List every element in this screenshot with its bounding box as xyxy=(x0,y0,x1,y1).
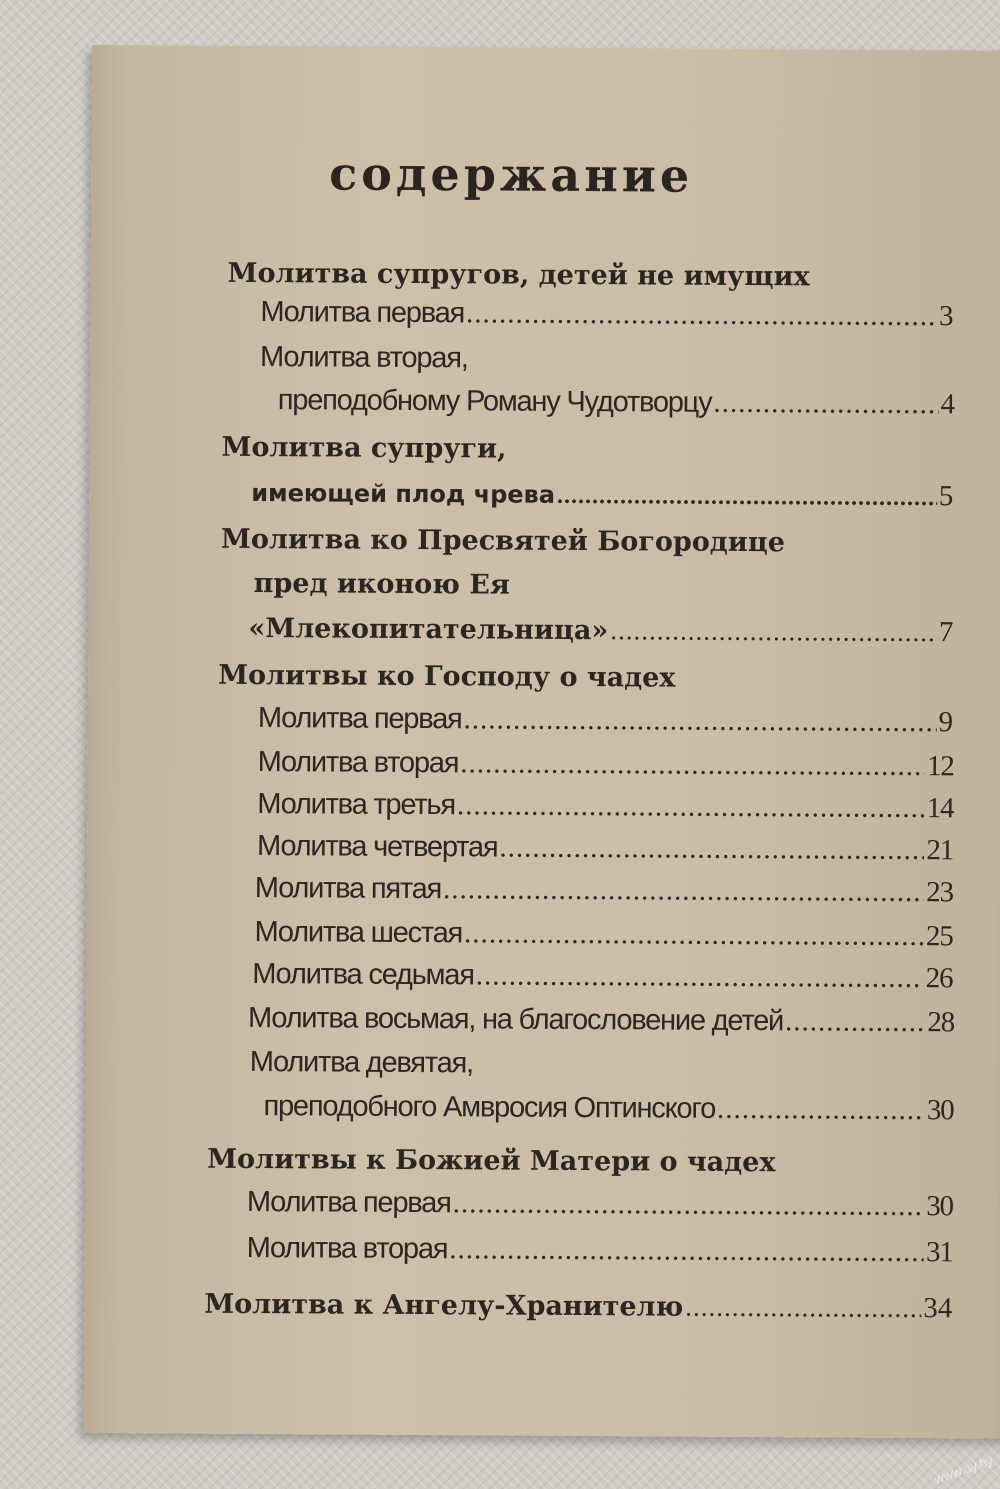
toc-page-number: 28 xyxy=(927,1006,955,1039)
toc-page-number: 9 xyxy=(938,706,952,739)
toc-section-text: Молитва супруги, xyxy=(221,431,507,465)
toc-entry-text: Молитва девятая, xyxy=(249,1045,474,1080)
leader-dots xyxy=(499,832,924,868)
toc-entry xyxy=(204,1288,952,1326)
toc-entry xyxy=(254,916,952,953)
toc-entry-text: Молитва первая xyxy=(246,1185,451,1220)
toc-page-number: 12 xyxy=(926,750,954,783)
leader-dots xyxy=(464,703,937,739)
toc-page-number: 5 xyxy=(938,480,954,513)
toc-entry xyxy=(251,476,953,513)
toc-entry-text: преподобного Амвросия Оптинского xyxy=(263,1090,716,1125)
toc-entry-text: Молитва седьмая xyxy=(252,957,474,992)
leader-dots xyxy=(685,1292,921,1324)
toc-page-number: 21 xyxy=(926,834,954,867)
leader-dots xyxy=(457,789,925,825)
toc-entry xyxy=(247,1186,953,1223)
toc-page-number: 34 xyxy=(923,1292,953,1325)
leader-dots xyxy=(464,917,924,953)
toc-entry-text: Молитва третья xyxy=(257,788,455,822)
toc-entry-text: «Млекопитательница» xyxy=(248,612,609,647)
toc-section-text: Молитвы ко Господу о чадех xyxy=(218,659,676,694)
toc-page-number: 14 xyxy=(926,792,954,825)
toc-entry-text: имеющей плод чрева xyxy=(251,478,556,509)
booklet-page xyxy=(84,45,1000,1439)
leader-dots xyxy=(449,1233,924,1269)
toc-entry xyxy=(250,1046,473,1080)
toc-entry xyxy=(263,1090,953,1127)
toc-entry-text: Молитва первая xyxy=(260,296,465,330)
watermark: www.ay.by xyxy=(932,1451,995,1488)
leader-dots xyxy=(460,747,925,783)
leader-dots xyxy=(453,1187,925,1223)
toc-entry-text: Молитва вторая xyxy=(246,1231,448,1266)
toc-section-heading xyxy=(207,1144,776,1178)
toc-page-number: 30 xyxy=(926,1190,954,1223)
toc-section-text: Молитва супругов, детей не имущих xyxy=(227,257,810,293)
toc-entry-text: преподобному Роману Чудотворцу xyxy=(277,384,712,419)
toc-page-number: 7 xyxy=(938,616,954,649)
leader-dots xyxy=(785,1005,926,1039)
toc-entry-text: Молитва вторая, xyxy=(259,341,468,375)
toc-entry xyxy=(258,746,954,783)
toc-entry xyxy=(252,958,952,995)
toc-section-heading xyxy=(228,258,810,293)
toc-entry xyxy=(260,296,952,333)
toc-entry-text: Молитва шестая xyxy=(254,916,463,950)
leader-dots xyxy=(717,1093,925,1127)
toc-page-number: 4 xyxy=(940,388,954,421)
page-title: содержание xyxy=(329,146,694,203)
toc-entry xyxy=(258,702,952,739)
toc-section-heading xyxy=(221,524,785,558)
toc-entry xyxy=(255,872,953,909)
toc-page-number: 23 xyxy=(926,876,953,909)
toc-section-text: пред иконою Ея xyxy=(253,567,510,601)
leader-dots xyxy=(443,873,924,909)
toc-page-number: 31 xyxy=(925,1236,953,1269)
toc-section-text: Молитва ко Пресвятей Богородице xyxy=(220,523,786,559)
toc-entry-text: Молитва четвертая xyxy=(257,830,498,864)
toc-section-heading xyxy=(221,432,506,465)
toc-entry-text: Молитва пятая xyxy=(254,872,442,906)
toc-section-text: Молитва к Ангелу-Хранителю xyxy=(204,1288,684,1323)
toc-section-heading xyxy=(218,660,675,694)
toc-entry-text: Молитва вторая xyxy=(257,746,459,780)
toc-entry xyxy=(247,1232,953,1269)
toc-entry xyxy=(257,788,953,825)
leader-dots xyxy=(476,959,924,995)
toc-entry-text: Молитва восьмая, на благословение детей xyxy=(247,1001,784,1038)
toc-page-number: 26 xyxy=(925,962,953,995)
toc-page-number: 30 xyxy=(926,1094,954,1127)
toc-page-number: 3 xyxy=(938,300,953,333)
toc-entry xyxy=(248,612,953,649)
toc-entry xyxy=(278,384,954,421)
toc-entry xyxy=(248,1002,954,1039)
toc-page-number: 25 xyxy=(925,920,953,953)
toc-entry xyxy=(260,341,468,375)
leader-dots xyxy=(713,387,938,421)
toc-section-heading xyxy=(254,568,510,601)
leader-dots xyxy=(610,615,937,648)
toc-section-text: Молитвы к Божией Матери о чадех xyxy=(207,1143,776,1179)
toc-entry-text: Молитва первая xyxy=(257,702,462,736)
leader-dots xyxy=(557,483,937,512)
leader-dots xyxy=(466,297,937,333)
toc-entry xyxy=(257,830,953,867)
